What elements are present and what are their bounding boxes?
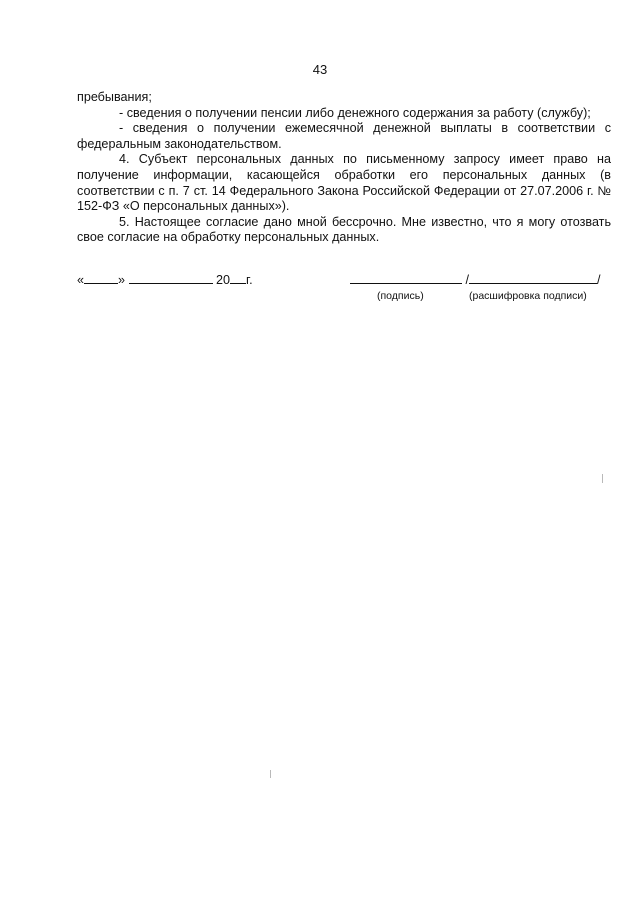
year-prefix: 20 — [216, 273, 231, 287]
month-blank — [129, 271, 213, 284]
close-quote: » — [118, 273, 126, 287]
document-body — [77, 90, 611, 246]
year-blank — [230, 271, 246, 284]
caption-signature-decoding: (расшифровка подписи) — [469, 290, 587, 302]
decode-blank — [469, 271, 597, 284]
scan-mark — [270, 770, 271, 778]
signature-blank — [350, 271, 462, 284]
day-blank — [84, 271, 118, 284]
caption-signature: (подпись) — [377, 290, 424, 302]
paragraph-continuation: пребывания; — [77, 90, 152, 104]
paragraph-consent-term: 5. Настоящее согласие дано мной бессрочно. Мне известно, что я могу отозвать свое согласие на обработку персональных данных. — [77, 214, 611, 245]
year-suffix: г. — [246, 273, 253, 287]
signature-line — [350, 271, 601, 288]
slash-right: / — [597, 273, 601, 287]
paragraph-right-to-information: 4. Субъект персональных данных по письменному запросу имеет право на получение информации, касающейся обработки его персональных данных (в соответствии с п. 7 ст. 14 Федерального Закона Российской Федерации от 27.07.2006 г. № 152-ФЗ «О персональных данных»). — [77, 152, 611, 214]
paragraph-pension-info: - сведения о получении пенсии либо денежного содержания за работу (службу); — [119, 105, 591, 120]
slash-left: / — [465, 273, 469, 287]
open-quote: « — [77, 273, 85, 287]
date-line — [77, 271, 253, 288]
page-number: 43 — [312, 62, 328, 77]
paragraph-monthly-payment: - сведения о получении ежемесячной денежной выплаты в соответствии с федеральным законодательством. — [77, 121, 611, 151]
scan-mark — [602, 474, 603, 483]
